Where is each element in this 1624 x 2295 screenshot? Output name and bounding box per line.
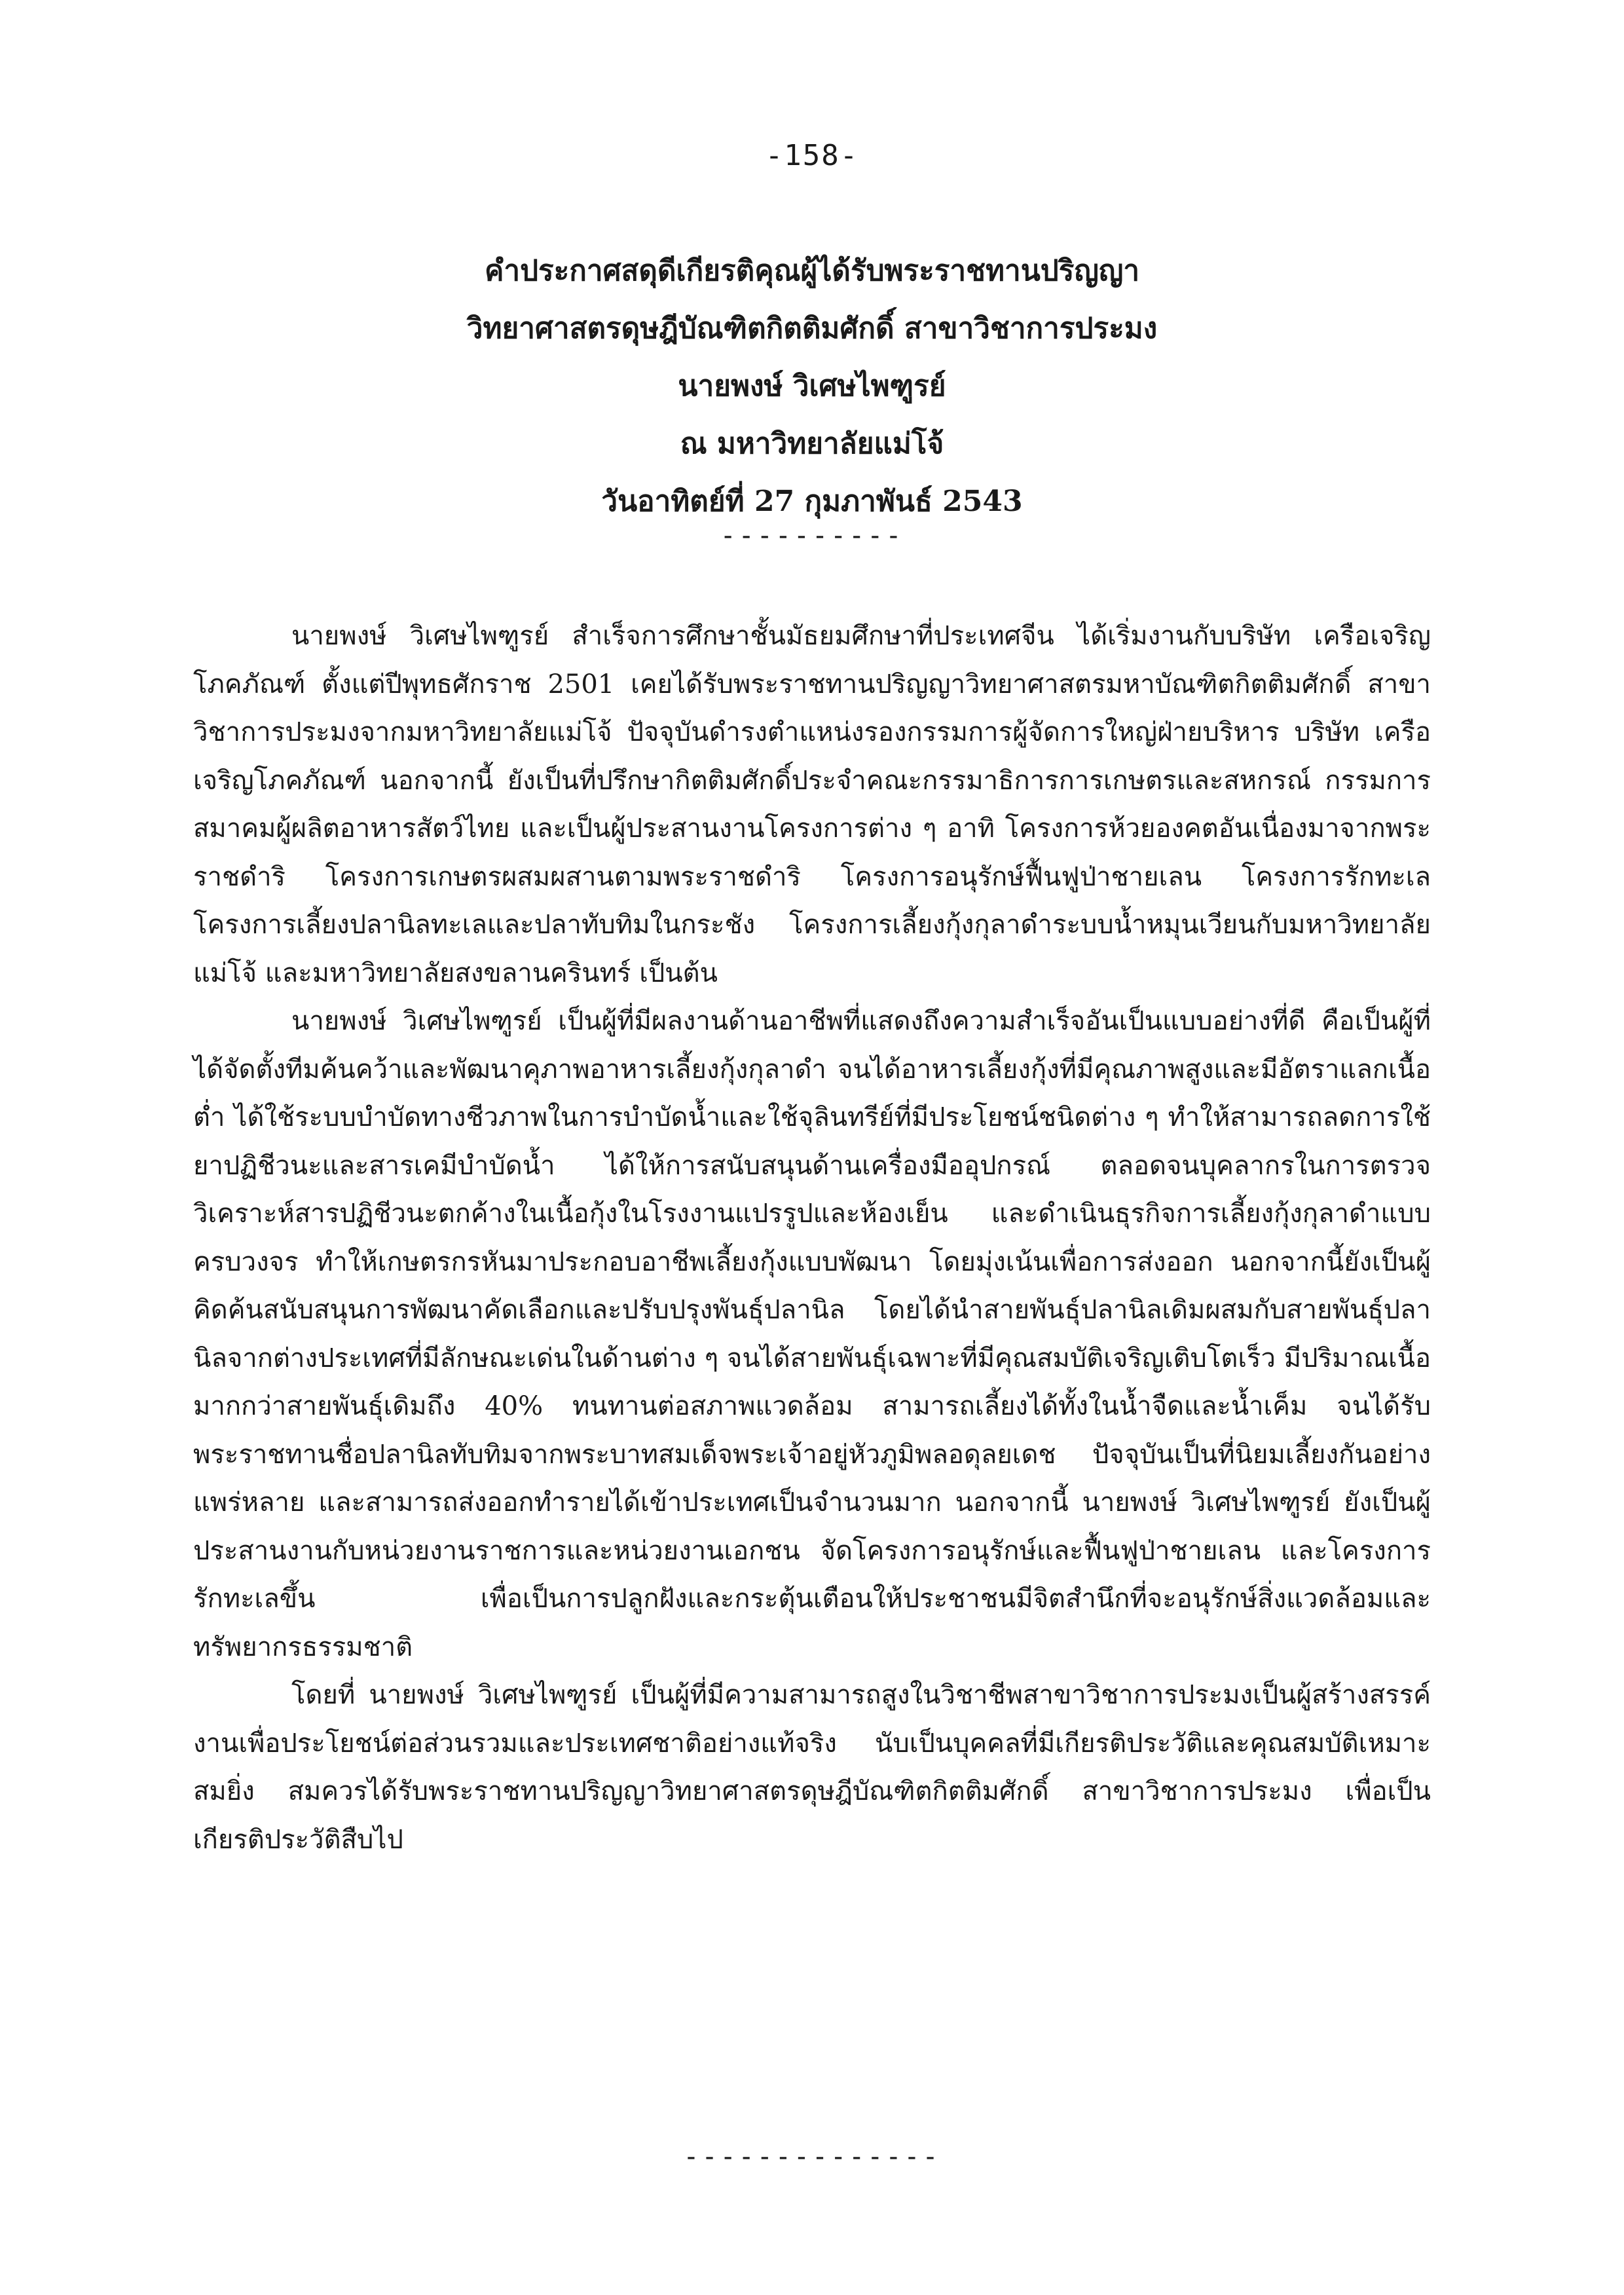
heading-location: ณ มหาวิทยาลัยแม่โจ้: [680, 427, 944, 460]
document-body: [193, 612, 1431, 1864]
bottom-separator: --------------: [683, 2142, 941, 2172]
heading-recipient-name: นายพงษ์ วิเศษไพฑูรย์: [678, 369, 946, 403]
document-heading: [0, 242, 1624, 531]
heading-degree-line: วิทยาศาสตรดุษฎีบัณฑิตกิตติมศักดิ์ สาขาวิชาการประมง: [466, 312, 1158, 345]
paragraph-background: นายพงษ์ วิเศษไพฑูรย์ สำเร็จการศึกษาชั้นมัธยมศึกษาที่ประเทศจีน ได้เริ่มงานกับบริษัท เครือเจริญโภคภัณฑ์ ตั้งแต่ปีพุทธศักราช 2501 เคยได้รับพระราชทานปริญญาวิทยาศาสตรมหาบัณฑิตกิตติมศักดิ์ สาขาวิชาการประมงจากมหาวิทยาลัยแม่โจ้ ปัจจุบันดำรงตำแหน่งรองกรรมการผู้จัดการใหญ่ฝ่ายบริหาร บริษัท เครือเจริญโภคภัณฑ์ นอกจากนี้ ยังเป็นที่ปรึกษากิตติมศักดิ์ประจำคณะกรรมาธิการการเกษตรและสหกรณ์ กรรมการสมาคมผู้ผลิตอาหารสัตว์ไทย และเป็นผู้ประสานงานโครงการต่าง ๆ อาทิ โครงการห้วยองคตอันเนื่องมาจากพระราชดำริ โครงการเกษตรผสมผสานตามพระราชดำริ โครงการอนุรักษ์ฟื้นฟูป่าชายเลน โครงการรักทะเล โครงการเลี้ยงปลานิลทะเลและปลาทับทิมในกระชัง โครงการเลี้ยงกุ้งกุลาดำระบบน้ำหมุนเวียนกับมหาวิทยาลัยแม่โจ้ และมหาวิทยาลัยสงขลานครินทร์ เป็นต้น: [193, 621, 1431, 988]
page-number: -158-: [765, 139, 859, 172]
heading-date: วันอาทิตย์ที่ 27 กุมภาพันธ์ 2543: [601, 485, 1023, 518]
paragraph-conclusion: โดยที่ นายพงษ์ วิเศษไพฑูรย์ เป็นผู้ที่มีความสามารถสูงในวิชาชีพสาขาวิชาการประมงเป็นผู้สร้างสรรค์งานเพื่อประโยชน์ต่อส่วนรวมและประเทศชาติอย่างแท้จริง นับเป็นบุคคลที่มีเกียรติประวัติและคุณสมบัติเหมาะสมยิ่ง สมควรได้รับพระราชทานปริญญาวิทยาศาสตรดุษฎีบัณฑิตกิตติมศักดิ์ สาขาวิชาการประมง เพื่อเป็นเกียรติประวัติสืบไป: [193, 1680, 1431, 1855]
heading-title-line: คำประกาศสดุดีเกียรติคุณผู้ได้รับพระราชทานปริญญา: [484, 254, 1140, 288]
paragraph-achievements: นายพงษ์ วิเศษไพฑูรย์ เป็นผู้ที่มีผลงานด้านอาชีพที่แสดงถึงความสำเร็จอันเป็นแบบอย่างที่ดี คือเป็นผู้ที่ได้จัดตั้งทีมค้นคว้าและพัฒนาคุภาพอาหารเลี้ยงกุ้งกุลาดำ จนได้อาหารเลี้ยงกุ้งที่มีคุณภาพสูงและมีอัตราแลกเนื้อต่ำ ได้ใช้ระบบบำบัดทางชีวภาพในการบำบัดน้ำและใช้จุลินทรีย์ที่มีประโยชน์ชนิดต่าง ๆ ทำให้สามารถลดการใช้ยาปฏิชีวนะและสารเคมีบำบัดน้ำ ได้ให้การสนับสนุนด้านเครื่องมืออุปกรณ์ ตลอดจนบุคลากรในการตรวจวิเคราะห์สารปฏิชีวนะตกค้างในเนื้อกุ้งในโรงงานแปรรูปและห้องเย็น และดำเนินธุรกิจการเลี้ยงกุ้งกุลาดำแบบครบวงจร ทำให้เกษตรกรหันมาประกอบอาชีพเลี้ยงกุ้งแบบพัฒนา โดยมุ่งเน้นเพื่อการส่งออก นอกจากนี้ยังเป็นผู้คิดค้นสนับสนุนการพัฒนาคัดเลือกและปรับปรุงพันธุ์ปลานิล โดยได้นำสายพันธุ์ปลานิลเดิมผสมกับสายพันธุ์ปลานิลจากต่างประเทศที่มีลักษณะเด่นในด้านต่าง ๆ จนได้สายพันธุ์เฉพาะที่มีคุณสมบัติเจริญเติบโตเร็ว มีปริมาณเนื้อมากกว่าสายพันธุ์เดิมถึง 40% ทนทานต่อสภาพแวดล้อม สามารถเลี้ยงได้ทั้งในน้ำจืดและน้ำเค็ม จนได้รับพระราชทานชื่อปลานิลทับทิมจากพระบาทสมเด็จพระเจ้าอยู่หัวภูมิพลอดุลยเดช ปัจจุบันเป็นที่นิยมเลี้ยงกันอย่างแพร่หลาย และสามารถส่งออกทำรายได้เข้าประเทศเป็นจำนวนมาก นอกจากนี้ นายพงษ์ วิเศษไพฑูรย์ ยังเป็นผู้ประสานงานกับหน่วยงานราชการและหน่วยงานเอกชน จัดโครงการอนุรักษ์และฟื้นฟูป่าชายเลน และโครงการรักทะเลขึ้น เพื่อเป็นการปลูกฝังและกระตุ้นเตือนให้ประชาชนมีจิตสำนึกที่จะอนุรักษ์สิ่งแวดล้อมและทรัพยากรธรรมชาติ: [193, 1006, 1431, 1662]
top-separator: ----------: [720, 521, 904, 551]
